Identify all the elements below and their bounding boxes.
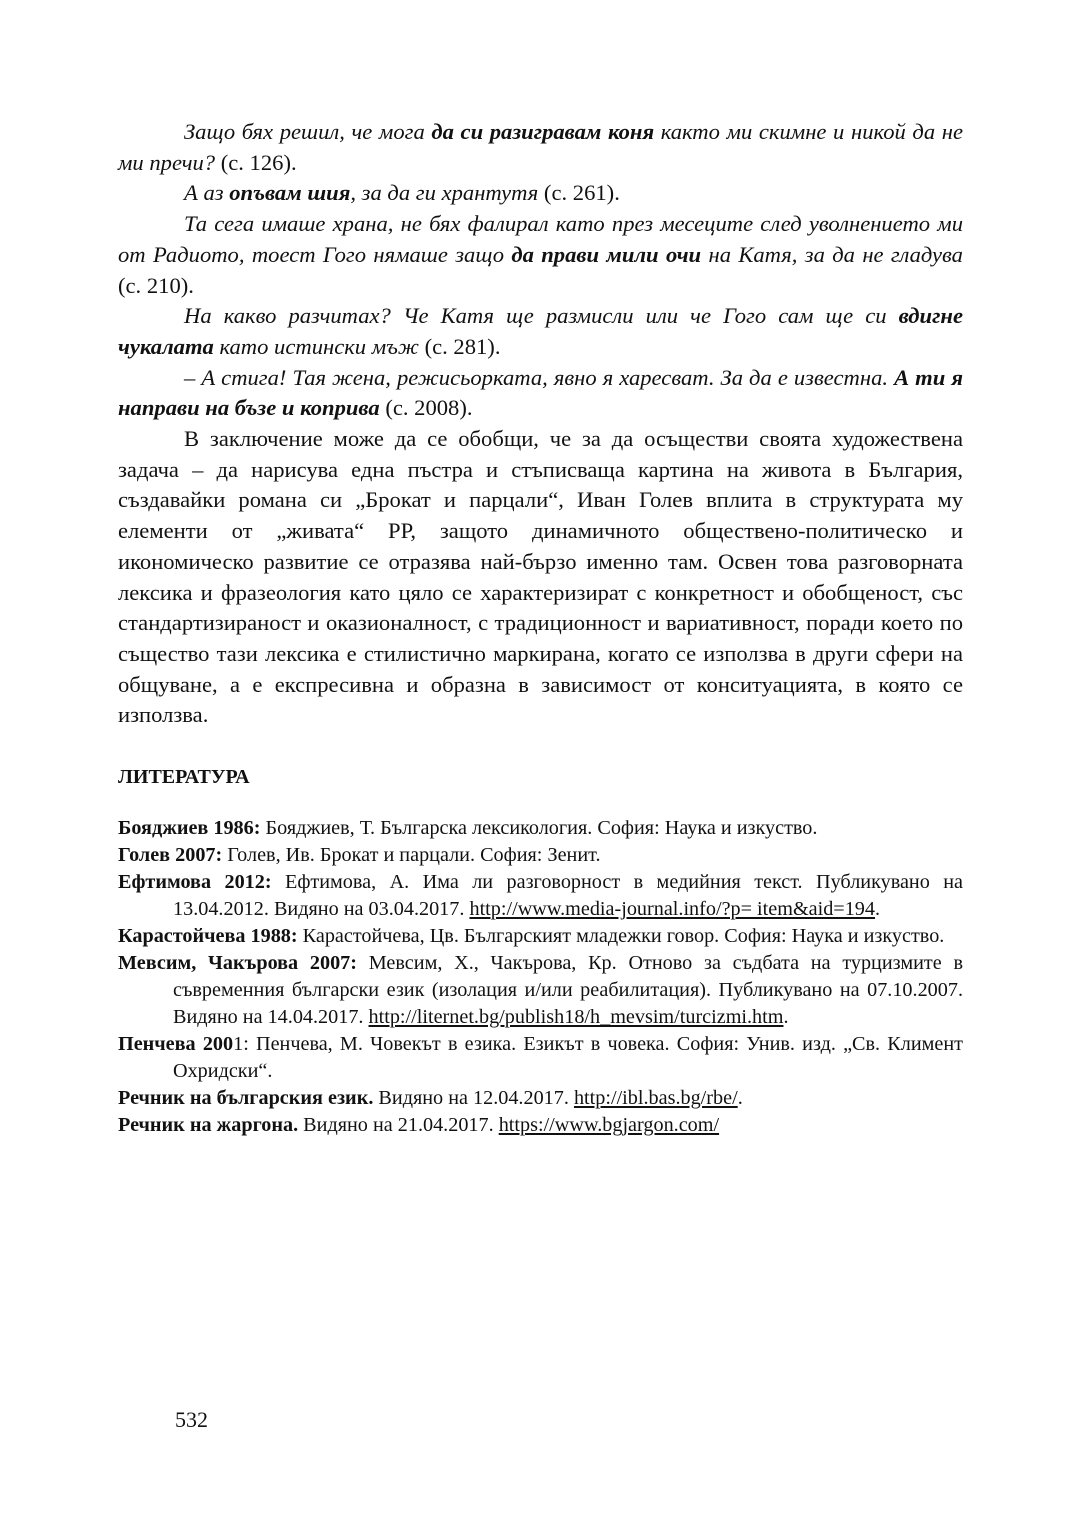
page-citation: (с. 210). <box>118 272 194 298</box>
reference-entry <box>118 815 963 842</box>
quote-text: , за да ги хрантутя <box>350 180 539 206</box>
quote-phrase: да си разигравам коня <box>431 119 655 144</box>
quote-phrase: А ти я направи на бъзе и коприва <box>118 364 963 421</box>
reference-link[interactable]: http://www.media-journal.info/?p= item&aid=194 <box>469 898 875 921</box>
reference-text: Ефтимова, А. Има ли разговорност в медийния текст. Публикувано на 13.04.2012. Видяно на 03.04.2017. <box>173 871 963 921</box>
reference-entry <box>118 1085 963 1112</box>
page-citation: (с. 2008). <box>379 395 473 421</box>
reference-list <box>118 815 963 1139</box>
literature-heading: ЛИТЕРАТУРА <box>118 766 250 789</box>
page-citation: (с. 281). <box>418 333 501 359</box>
page-citation: (с. 126). <box>215 149 297 175</box>
reference-key: Мевсим, Чакърова 2007: <box>118 952 357 975</box>
reference-punct: . <box>874 898 881 921</box>
page-number: 532 <box>175 1407 208 1432</box>
quote-paragraph <box>118 209 963 301</box>
reference-entry <box>118 842 963 869</box>
quote-text: на Катя, за да не гладува <box>701 241 963 267</box>
quote-phrase: опъвам шия <box>229 180 351 206</box>
reference-key: Карастойчева 1988: <box>118 925 298 948</box>
quote-phrase: да прави мили очи <box>511 241 702 267</box>
reference-key: Бояджиев 1986: <box>118 817 261 840</box>
quote-text: като истински мъж <box>213 333 419 359</box>
reference-text: 1: Пенчева, М. Човекът в езика. Езикът в човека. София: Унив. изд. „Св. Климент Охридски“. <box>173 1033 963 1083</box>
reference-key: Речник на българския език. <box>118 1087 374 1110</box>
reference-entry <box>118 950 963 1031</box>
quote-paragraph <box>118 363 963 424</box>
reference-entry <box>118 923 963 950</box>
reference-text: Мевсим, Х., Чакърова, Кр. Отново за съдбата на турцизмите в съвременния български език (изолация и/или реабилитация). Публикувано на 07.10.2007. Видяно на 14.04.2017. <box>173 952 963 1029</box>
reference-key: Ефтимова 2012: <box>118 871 272 894</box>
body-text <box>118 117 963 1139</box>
reference-text: Видяно на 21.04.2017. <box>298 1114 499 1137</box>
reference-entry <box>118 1112 963 1139</box>
page-citation: (с. 261). <box>538 180 620 206</box>
quote-text: както ми скимне и никой да не ми пречи? <box>118 119 964 175</box>
quote-text: Защо бях решил, че мога <box>184 119 432 144</box>
quote-phrase: вдигне чукалата <box>118 303 963 359</box>
quote-text: На какво разчитах? Че Катя ще размисли или че Гого сам ще си <box>184 303 899 329</box>
reference-link[interactable]: http://liternet.bg/publish18/h_mevsim/turcizmi.htm <box>368 1006 784 1029</box>
reference-punct: . <box>737 1087 743 1110</box>
quote-paragraph <box>118 301 963 362</box>
reference-key: Речник на жаргона. <box>118 1114 299 1137</box>
reference-punct: . <box>783 1006 789 1029</box>
reference-link[interactable]: http://ibl.bas.bg/rbe/ <box>573 1087 738 1110</box>
quote-paragraph <box>118 117 963 178</box>
reference-text: Голев, Ив. Брокат и парцали. София: Зенит. <box>222 844 601 867</box>
reference-entry <box>118 1031 963 1085</box>
reference-text: Видяно на 12.04.2017. <box>373 1087 574 1110</box>
reference-text: Карастойчева, Цв. Българският младежки говор. София: Наука и изкуство. <box>297 925 945 948</box>
conclusion-paragraph: В заключение може да се обобщи, че за да осъществи своята художествена задача – да нарисува една пъстра и стъписваща картина на живота в България, създавайки романа си „Брокат и парцали“, Иван Голев вплита в структурата му елементи от „живата“ РР, защото динамичното обществено-политическо и икономическо развитие се отразява най-бързо именно там. Освен това разговорната лексика и фразеология като цяло се характеризират с конкретност и обобщеност, със стандартизираност и оказионалност, с традиционност и вариативност, поради което по същество тази лексика е стилистично маркирана, когато се използва в други сфери на общуване, а е експресивна и образна в зависимост от конситуацията, в която се използва. <box>118 426 963 728</box>
reference-link[interactable]: https://www.bgjargon.com/ <box>498 1114 720 1137</box>
quote-text: Та сега имаше храна, не бях фалирал като през месеците след уволнението ми от Радиото, тоест Гого нямаше защо <box>118 211 963 267</box>
quote-paragraph <box>118 178 963 209</box>
quote-text: – А стига! Тая жена, режисьорката, явно я харесват. За да е известна. <box>184 364 895 390</box>
reference-text: Бояджиев, Т. Българска лексикология. София: Наука и изкуство. <box>260 817 818 840</box>
reference-entry <box>118 869 963 923</box>
reference-key: Пенчева 200 <box>118 1033 234 1056</box>
quote-text: А аз <box>184 180 230 206</box>
reference-key: Голев 2007: <box>118 844 223 867</box>
